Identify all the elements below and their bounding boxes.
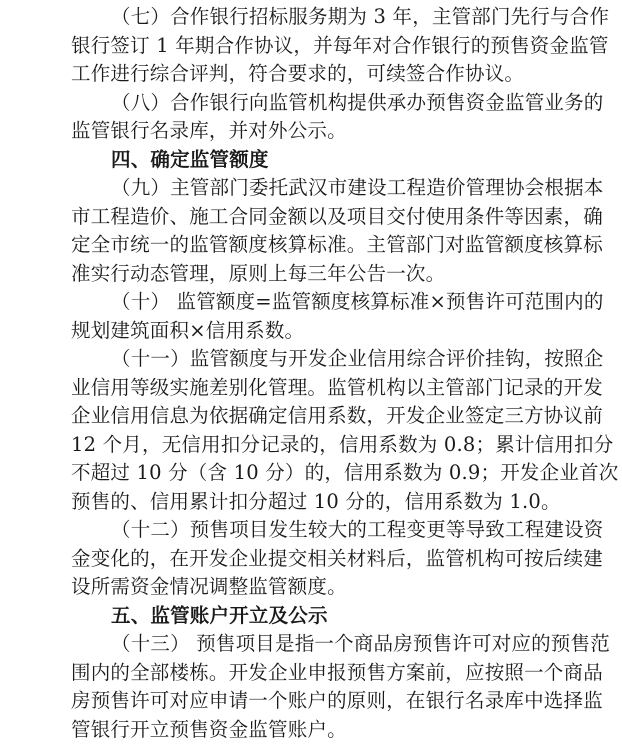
text-line: （十） 监管额度=监管额度核算标准×预售许可范围内的 [111, 290, 604, 313]
text-line: （十二）预售项目发生较大的工程变更等导致工程建设资 [111, 518, 604, 541]
text-line: （七）合作银行招标服务期为 3 年，主管部门先行与合作 [111, 5, 610, 28]
text-line: （十三） 预售项目是指一个商品房预售许可对应的预售范 [111, 632, 610, 655]
text-line: 房预售许可对应申请一个账户的原则，在银行名录库中选择监 [71, 689, 603, 712]
text-line: 管银行开立预售资金监管账户。 [71, 718, 347, 741]
text-line: 不超过 10 分（含 10 分）的，信用系数为 0.9；开发企业首次 [71, 461, 619, 484]
text-line: 金变化的，在开发企业提交相关材料后，监管机构可按后续建 [71, 547, 603, 570]
text-line: （九）主管部门委托武汉市建设工程造价管理协会根据本 [111, 176, 604, 199]
text-line: 12 个月，无信用扣分记录的，信用系数为 0.8；累计信用扣分 [71, 433, 614, 456]
text-line: 预售的、信用累计扣分超过 10 分的，信用系数为 1.0。 [71, 490, 561, 513]
text-line: 定全市统一的监管额度核算标准。主管部门对监管额度核算标 [71, 233, 603, 256]
text-line: （十一）监管额度与开发企业信用综合评价挂钩，按照企 [111, 347, 604, 370]
text-line: 企业信用信息为依据确定信用系数，开发企业签定三方协议前 [71, 404, 603, 427]
text-line: 规划建筑面积×信用系数。 [71, 319, 305, 342]
text-line: 业信用等级实施差别化管理。监管机构以主管部门记录的开发 [71, 376, 603, 399]
section-heading: 五、监管账户开立及公示 [111, 604, 328, 627]
text-line: 监管银行名录库，并对外公示。 [71, 119, 347, 142]
text-line: （八）合作银行向监管机构提供承办预售资金监管业务的 [111, 91, 604, 114]
text-line: 银行签订 1 年期合作协议，并每年对合作银行的预售资金监管 [71, 34, 609, 57]
text-line: 市工程造价、施工合同金额以及项目交付使用条件等因素，确 [71, 205, 603, 228]
text-line: 准实行动态管理，原则上每三年公告一次。 [71, 262, 446, 285]
text-line: 围内的全部楼栋。开发企业申报预售方案前，应按照一个商品 [71, 661, 603, 684]
text-line: 工作进行综合评判，符合要求的，可续签合作协议。 [71, 62, 525, 85]
text-line: 设所需资金情况调整监管额度。 [71, 575, 347, 598]
section-heading: 四、确定监管额度 [111, 148, 269, 171]
